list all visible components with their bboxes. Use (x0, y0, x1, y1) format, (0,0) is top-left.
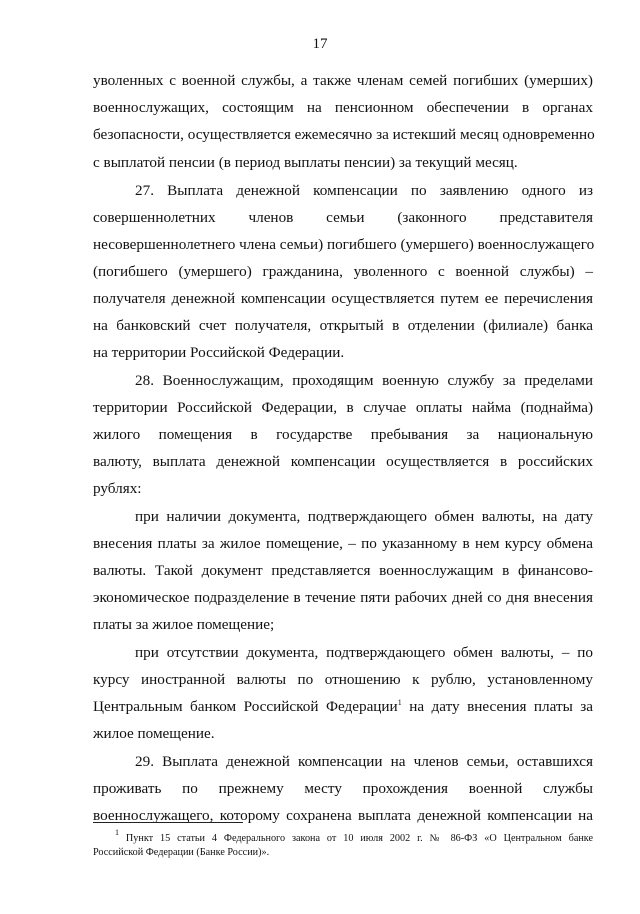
text-line: военнослужащего, которому сохранена выплата денежной компенсации на (93, 807, 593, 824)
footnote-line (115, 828, 594, 844)
text-line: валюту, выплата денежной компенсации осуществляется в российских (93, 453, 593, 470)
text-line: экономическое подразделение в течение пяти рабочих дней со дня внесения (93, 589, 593, 606)
text-line: рублях: (93, 480, 142, 497)
footnote-marker: 1 (115, 828, 119, 837)
text-line: при отсутствии документа, подтверждающего обмен валюты, – по (135, 644, 593, 661)
text-line (93, 699, 593, 714)
text-line: проживать по прежнему месту прохождения военной службы (93, 780, 593, 797)
text-line: совершеннолетних членов семьи (законного представителя (93, 209, 593, 226)
page-number: 17 (312, 36, 328, 52)
text-line: военнослужащих, состоящим на пенсионном обеспечении в органах (93, 99, 593, 116)
text-segment: на дату внесения платы за (409, 698, 594, 715)
text-line: при наличии документа, подтверждающего обмен валюты, на дату (135, 508, 593, 525)
text-line: валюты. Такой документ представляется военнослужащим в финансово- (93, 562, 593, 579)
footnote-text: Пункт 15 статьи 4 Федерального закона от 10 июля 2002 г. № 86-ФЗ «О Центральном банке (125, 833, 594, 844)
text-line: территории Российской Федерации, в случае оплаты найма (поднайма) (93, 399, 593, 416)
text-line: жилого помещения в государстве пребывания за национальную (93, 426, 593, 443)
text-line: безопасности, осуществляется ежемесячно за истекший месяц одновременно (93, 126, 595, 143)
text-line: 28. Военнослужащим, проходящим военную службу за пределами (135, 372, 593, 389)
text-line: внесения платы за жилое помещение, – по указанному в нем курсу обмена (93, 535, 593, 552)
text-line: несовершеннолетнего члена семьи) погибшего (умершего) военнослужащего (93, 236, 595, 253)
text-line: 27. Выплата денежной компенсации по заявлению одного из (135, 182, 593, 199)
text-line: получателя денежной компенсации осуществляется путем ее перечисления (93, 290, 593, 307)
text-line: платы за жилое помещение; (93, 616, 275, 633)
text-line: 29. Выплата денежной компенсации на членов семьи, оставшихся (135, 753, 593, 770)
text-line: с выплатой пенсии (в период выплаты пенсии) за текущий месяц. (93, 154, 518, 171)
text-line: жилое помещение. (93, 725, 215, 742)
footnote-line: Российской Федерации (Банке России)». (93, 847, 270, 858)
text-line: на банковский счет получателя, открытый в отделении (филиале) банка (93, 317, 593, 334)
text-line: уволенных с военной службы, а также членам семей погибших (умерших) (93, 72, 593, 89)
text-segment: Центральным банком Российской Федерации (93, 698, 398, 715)
text-line: на территории Российской Федерации. (93, 344, 345, 361)
text-line: курсу иностранной валюты по отношению к рублю, установленному (93, 671, 593, 688)
footnote-reference: 1 (397, 698, 402, 707)
footnote-divider (93, 822, 243, 823)
text-line: (погибшего (умершего) гражданина, уволенного с военной службы) – (93, 263, 593, 280)
